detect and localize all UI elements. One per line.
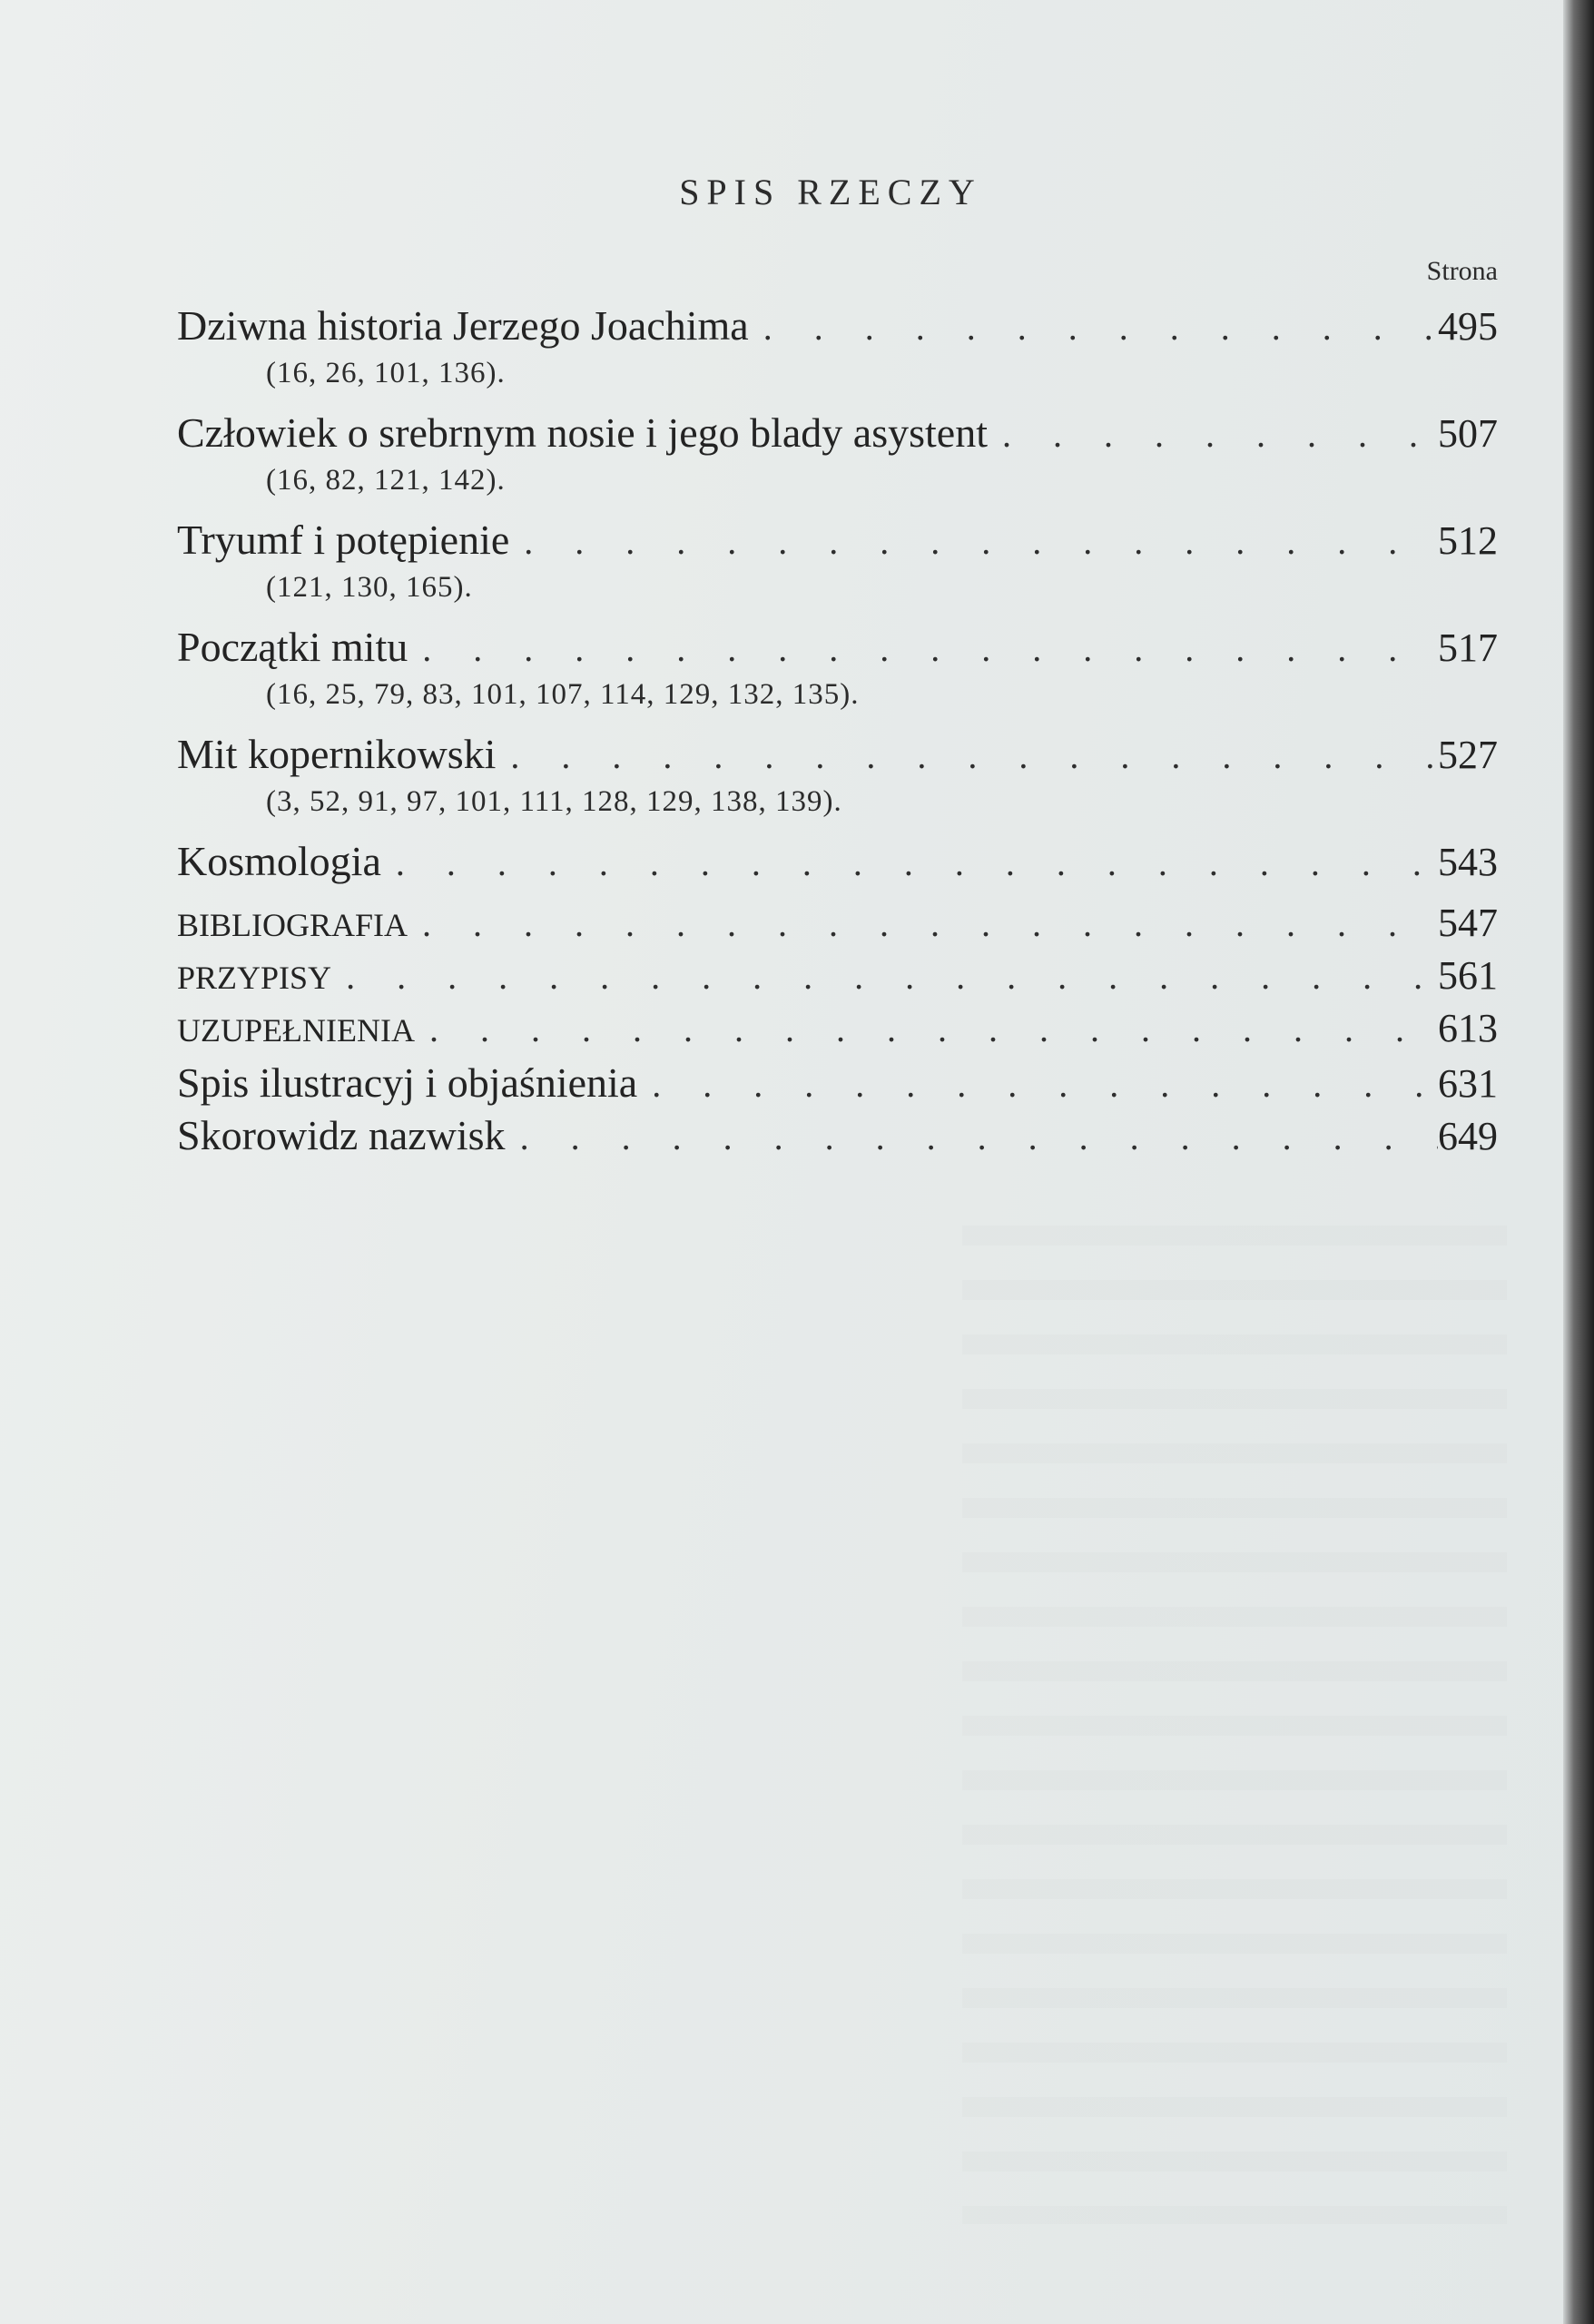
- back-matter-list: [177, 899, 1498, 1162]
- dot-leader: [637, 1063, 1438, 1106]
- entry-title: Dziwna historia Jerzego Joachima: [177, 302, 749, 349]
- dot-leader: [408, 627, 1438, 670]
- dot-leader: [381, 842, 1438, 884]
- entry-references: (3, 52, 91, 97, 101, 111, 128, 129, 138, 139).: [266, 785, 842, 818]
- entry-title: PRZYPISY: [177, 960, 332, 996]
- entry-page-number: 547: [1438, 901, 1498, 945]
- entry-page-number: 561: [1438, 953, 1498, 998]
- table-of-contents: [177, 300, 1498, 888]
- toc-entry: [177, 835, 1498, 888]
- toc-entry: [177, 407, 1498, 501]
- entry-references: (16, 25, 79, 83, 101, 107, 114, 129, 132, 135).: [266, 678, 860, 711]
- dot-leader: [749, 306, 1438, 349]
- dot-leader: [331, 955, 1438, 998]
- dot-leader: [415, 1008, 1438, 1050]
- entry-page-number: 517: [1438, 625, 1498, 670]
- toc-entry: [177, 728, 1498, 822]
- entry-title: Początki mitu: [177, 624, 408, 670]
- toc-entry: [177, 1109, 1498, 1162]
- entry-title: Tryumf i potępienie: [177, 517, 510, 563]
- entry-page-number: 507: [1438, 411, 1498, 456]
- page-title: SPIS RZECZY: [679, 172, 982, 212]
- entry-page-number: 527: [1438, 733, 1498, 777]
- page-edge-shadow: [1563, 0, 1594, 2324]
- toc-entry: [177, 621, 1498, 715]
- dot-leader: [496, 734, 1438, 777]
- entry-title: Spis ilustracyj i objaśnienia: [177, 1059, 638, 1106]
- entry-references: (16, 26, 101, 136).: [266, 357, 506, 389]
- entry-page-number: 631: [1438, 1061, 1498, 1106]
- toc-entry: [177, 514, 1498, 608]
- entry-page-number: 512: [1438, 518, 1498, 563]
- toc-entry: [177, 1057, 1498, 1109]
- page-column-label: Strona: [1426, 256, 1498, 286]
- dot-leader: [506, 1116, 1438, 1158]
- entry-page-number: 543: [1438, 840, 1498, 884]
- dot-leader: [408, 902, 1438, 945]
- show-through-text: [962, 1226, 1507, 2224]
- entry-title: UZUPEŁNIENIA: [177, 1012, 415, 1049]
- entry-references: (16, 82, 121, 142).: [266, 464, 506, 497]
- entry-title: BIBLIOGRAFIA: [177, 907, 408, 943]
- toc-entry: [177, 951, 1498, 1004]
- toc-entry: [177, 300, 1498, 394]
- entry-page-number: 613: [1438, 1006, 1498, 1050]
- entry-title: Skorowidz nazwisk: [177, 1112, 506, 1158]
- toc-entry: [177, 1004, 1498, 1057]
- dot-leader: [988, 413, 1438, 456]
- entry-page-number: 495: [1438, 304, 1498, 349]
- toc-entry: [177, 899, 1498, 951]
- entry-title: Człowiek o srebrnym nosie i jego blady asystent: [177, 409, 989, 456]
- entry-references: (121, 130, 165).: [266, 571, 473, 604]
- entry-page-number: 649: [1438, 1114, 1498, 1158]
- dot-leader: [509, 520, 1438, 563]
- entry-title: Mit kopernikowski: [177, 731, 497, 777]
- entry-title: Kosmologia: [177, 838, 381, 884]
